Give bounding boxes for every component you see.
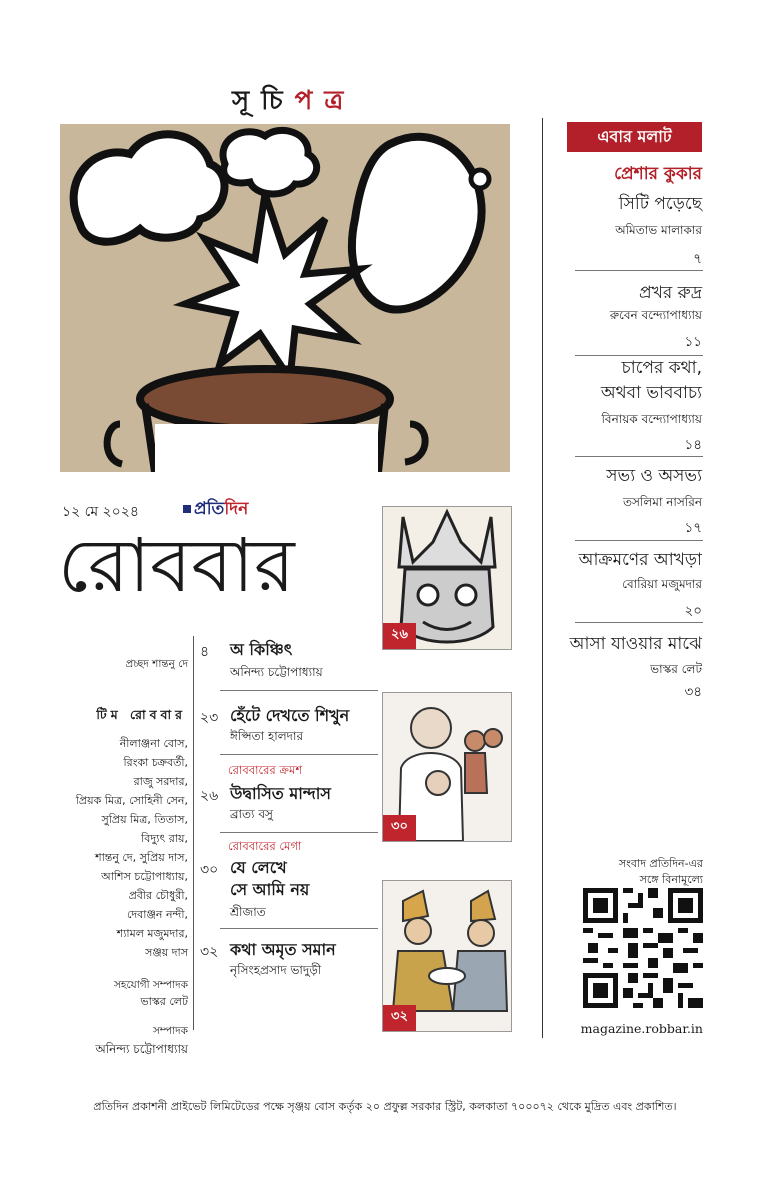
qr-code-icon [583,888,703,1008]
cover-item-title[interactable]: আসা যাওয়ার মাঝে [569,634,702,654]
page-title [232,80,355,124]
cover-illustration[interactable] [60,124,510,472]
entry-page: ৩২ [200,944,219,960]
cover-item-author: ভাস্কর লেট [650,662,702,676]
cover-story-heading: এবার মলাট [567,122,702,152]
editor-name: অনিন্দ্য চট্টোপাধ্যায় [95,1042,188,1056]
entry-page: ২৬ [200,788,219,804]
team-heading: টিম রোববার [96,707,186,722]
entry-title: হেঁটে দেখতে শিখুন [230,706,350,725]
entry-author: শ্রীজাত [230,905,266,919]
thumbnail-epic[interactable] [382,880,512,1032]
entry-separator [220,754,378,755]
magazine-title: রোববার [58,523,295,609]
cover-story-subject: প্রেশার কুকার [614,164,702,184]
entry-title-line2: সে আমি নয় [230,880,310,899]
thumbnail-page-number: ৩০ [383,815,416,841]
entry-title: অ কিঞ্চিৎ [230,640,293,659]
editor-label: সম্পাদক [152,1025,188,1037]
thumbnail-mask[interactable] [382,506,512,650]
associate-editor-label: সহযোগী সম্পাদক [114,979,188,991]
entry-page: ৪ [200,644,210,660]
cover-item-title[interactable]: প্রখর রুদ্র [639,283,702,303]
entry-separator [220,690,378,691]
qr-caption-line2: সঙ্গে বিনামূল্যে [639,873,703,886]
team-members [62,734,188,962]
cover-item-page: ৭ [693,251,702,267]
cover-item-title-line2: অথবা ভাববাচ্য [600,383,702,403]
entry-page: ৩০ [200,862,219,878]
cover-item-author: বিনায়ক বন্দ্যোপাধ্যায় [601,412,702,426]
associate-editor: ভাস্কর লেট [140,995,188,1008]
imprint-footer: প্রতিদিন প্রকাশনী প্রাইভেট লিমিটেডের পক্ষে সৃঞ্জয় বোস কর্তৃক ২০ প্রফুল্ল সরকার স্ট্রিট, কলকাতা ৭০০০৭২ থেকে মুদ্রিত এবং প্রকাশিত। [93,1100,677,1113]
thumbnail-family[interactable] [382,692,512,842]
cover-item-title[interactable]: সভ্য ও অসভ্য [606,466,702,486]
qr-caption-line1: সংবাদ প্রতিদিন-এর [618,857,703,870]
entry-author: ঈপ্সিতা হালদার [230,729,304,743]
team-member: সঞ্জয় দাস [145,946,188,959]
cover-item-title[interactable]: চাপের কথা, [621,358,702,378]
cover-item-title[interactable]: সিটি পড়েছে [618,194,702,214]
cover-item-separator [575,622,703,623]
team-member: প্রিয়ক মিত্র, সোহিনী সেন, [75,794,188,807]
contents-entry[interactable] [200,640,378,684]
team-member: প্রবীর চৌধুরী, [128,889,188,902]
entry-author: নৃসিংহপ্রসাদ ভাদুড়ী [230,963,322,977]
cover-item-separator [575,540,703,541]
team-member: বিদ্যুৎ রায়, [141,832,188,845]
cover-item-page: ১৪ [684,437,702,453]
cover-item-separator [575,456,703,457]
entry-page: ২৩ [200,710,219,726]
cover-item-author: বোরিয়া মজুমদার [622,577,702,591]
cover-item-author: রুবেন বন্দ্যোপাধ্যায় [609,308,702,322]
pressure-cooker-art [60,124,510,472]
entry-title: উদ্বাসিত মান্দাস [230,784,331,803]
cover-item-page: ১১ [684,334,702,350]
qr-caption [585,856,703,888]
entry-separator [220,832,378,833]
team-member: নীলাঞ্জনা বোস, [119,737,188,750]
team-member: রিংকা চক্রবর্তী, [123,756,188,769]
right-column-divider [542,118,543,1038]
cover-item-title[interactable]: আক্রমণের আখড়া [578,550,702,570]
entry-title: কথা অমৃত সমান [230,940,336,959]
cover-item-page: ১৭ [684,520,702,536]
series-tag: রোববারের ক্রমশ [228,763,303,777]
contents-entry[interactable] [200,784,378,828]
cover-item-separator [575,355,703,356]
contents-entry[interactable] [200,940,378,984]
website-link[interactable]: magazine.robbar.in [580,1021,703,1036]
team-member: দেবাঞ্জন নন্দী, [126,908,188,921]
cover-item-author: অমিতাভ মালাকার [615,223,702,237]
team-member: শ্যামল মজুমদার, [116,927,188,940]
team-member: শান্তনু দে, সুপ্রিয় দাস, [95,851,188,864]
cover-item-author: তসলিমা নাসরিন [622,495,702,509]
issue-date: ১২ মে ২০২৪ [62,504,139,520]
thumbnail-page-number: ২৬ [383,623,416,649]
team-member: আশিস চট্টোপাধ্যায়, [101,870,188,883]
column-divider [193,636,194,1030]
entry-author: অনিন্দ্য চট্টোপাধ্যায় [230,665,323,679]
cover-item-separator [575,270,703,271]
logo-mark-icon [183,505,191,513]
contents-entry[interactable] [200,858,378,922]
cover-item-page: ২০ [684,603,702,619]
contents-entry[interactable] [200,706,378,750]
logo-text-b: দিন [224,499,249,519]
cover-design-credit: প্রচ্ছদ শান্তনু দে [125,658,188,670]
page-title-part2: পত্র [294,86,356,116]
entry-title: যে লেখে [230,858,287,877]
entry-separator [220,928,378,929]
entry-author: ব্রাত্য বসু [230,807,273,821]
page-title-part1: সূচি [232,86,295,116]
thumbnail-page-number: ৩২ [383,1005,416,1031]
team-member: রাজু সরদার, [133,775,188,788]
qr-code[interactable] [583,888,703,1008]
series-tag: রোববারের মেগা [228,839,302,853]
logo-text-a: প্রতি [194,499,225,519]
cover-item-page: ৩৪ [684,684,702,700]
team-member: সুপ্রিয় মিত্র, তিতাস, [101,813,188,826]
